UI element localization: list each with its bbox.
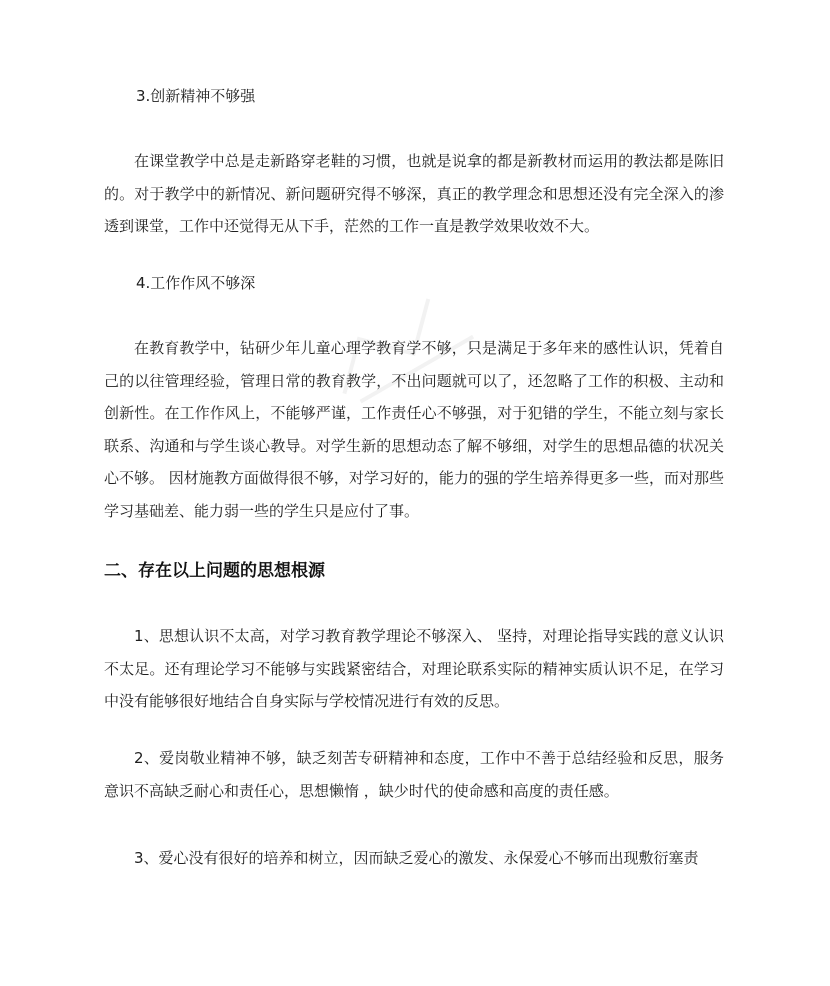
- subhead-innovation: 3.创新精神不够强: [136, 87, 256, 105]
- subhead-work-style: 4.工作作风不够深: [136, 274, 256, 292]
- paragraph-work-style: 在教育教学中，钻研少年儿童心理学教育学不够，只是满足于多年来的感性认识，凭着自己的以往管理经验，管理日常的教育教学，不出问题就可以了，还忽略了工作的积极、主动和创新性。在工作作风上，不能够严谨，工作责任心不够强，对于犯错的学生，不能立刻与家长联系、沟通和与学生谈心教导。对学生新的思想动态了解不够细，对学生的思想品德的状况关心不够。 因材施教方面做得很不够，对学习好的，能力的强的学生培养得更多一些，而对那些学习基础差、能力弱一些的学生只是应付了事。: [104, 339, 724, 520]
- paragraph-root-3: 3、爱心没有很好的培养和树立，因而缺乏爱心的激发、永保爱心不够而出现敷衍塞责: [134, 849, 699, 867]
- paragraph-innovation: 在课堂教学中总是走新路穿老鞋的习惯，也就是说拿的都是新教材而运用的教法都是陈旧的。对于教学中的新情况、新问题研究得不够深，真正的教学理念和思想还没有完全深入的渗透到课堂，工作中还觉得无从下手，茫然的工作一直是教学效果收效不大。: [104, 152, 724, 236]
- paragraph-root-1: 1、思想认识不太高，对学习教育教学理论不够深入、 坚持，对理论指导实践的意义认识不太足。还有理论学习不能够与实践紧密结合，对理论联系实际的精神实质认识不足，在学习中没有能够很好地结合自身实际与学校情况进行有效的反思。: [104, 627, 724, 711]
- section-heading: 二、存在以上问题的思想根源: [104, 561, 325, 581]
- paragraph-root-2: 2、爱岗敬业精神不够，缺乏刻苦专研精神和态度，工作中不善于总结经验和反思，服务意识不高缺乏耐心和责任心，思想懒惰 ，缺少时代的使命感和高度的责任感。: [104, 749, 724, 800]
